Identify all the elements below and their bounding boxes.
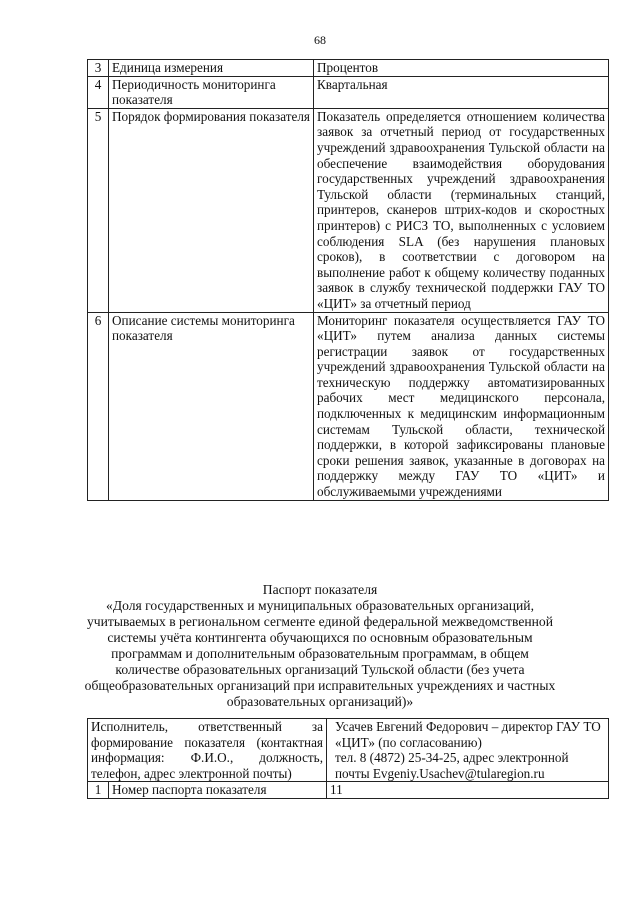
passport-subtitle: «Доля государственных и муниципальных образовательных организаций, учитываемых в региональном сегменте единой федеральной межведомственной системы учёта контингента обучающихся по основным образовательным программам и дополнительным образовательным программам, в общем количестве образовательных организаций Тульской области (без учета общеобразовательных организаций при исправительных учреждениях и частных образовательных организаций)» — [84, 598, 556, 709]
passport-heading — [80, 582, 560, 710]
row-number: 4 — [88, 76, 109, 108]
indicator-details-table — [87, 59, 609, 501]
row-number: 6 — [88, 312, 109, 500]
row-number: 5 — [88, 108, 109, 312]
row-number: 3 — [88, 60, 109, 77]
passport-title: Паспорт показателя — [262, 582, 378, 597]
table-row — [88, 108, 609, 312]
table-row — [88, 312, 609, 500]
row-number: 1 — [88, 782, 109, 799]
executor-contacts: тел. 8 (4872) 25-34-25, адрес электронной почты Evgeniy.Usachev@tularegion.ru — [335, 750, 569, 781]
row-value: Мониторинг показателя осуществляется ГАУ ТО «ЦИТ» путем анализа данных системы регистрации заявок от государственных учреждений здравоохранения Тульской области на техническую поддержку автоматизированных рабочих мест медицинского персонала, подключенных к медицинским информационным системам Тульской области, технической поддержки, в которой зафиксированы плановые сроки решения заявок, указанные в договорах на поддержку между ГАУ ТО «ЦИТ» и обслуживаемыми учреждениями — [314, 312, 609, 500]
table-row — [88, 782, 609, 799]
row-value: Процентов — [314, 60, 609, 77]
table-row — [88, 76, 609, 108]
executor-value — [327, 719, 609, 782]
row-label: Описание системы мониторинга показателя — [109, 312, 314, 500]
row-label: Единица измерения — [109, 60, 314, 77]
row-label: Номер паспорта показателя — [109, 782, 327, 799]
executor-label: Исполнитель, ответственный за формирование показателя (контактная информация: Ф.И.О., должность, телефон, адрес электронной почты) — [88, 719, 327, 782]
table-row — [88, 719, 609, 782]
row-label: Периодичность мониторинга показателя — [109, 76, 314, 108]
executor-name: Усачев Евгений Федорович – директор ГАУ ТО «ЦИТ» (по согласованию) — [335, 719, 601, 750]
row-value: 11 — [327, 782, 609, 799]
passport-table — [87, 718, 609, 799]
page-number: 68 — [314, 33, 326, 47]
table-row — [88, 60, 609, 77]
row-value: Квартальная — [314, 76, 609, 108]
row-value: Показатель определяется отношением количества заявок за отчетный период от государственных учреждений здравоохранения Тульской области на обеспечение взаимодействия оборудования государственных учреждений здравоохранения Тульской области (терминальных станций, принтеров, сканеров штрих-кодов и скоростных принтеров) с РИСЗ ТО, выполненных с условием соблюдения SLA (без нарушения плановых сроков), в соответствии с договором на выполнение работ к общему количеству поданных заявок в службу технической поддержки ГАУ ТО «ЦИТ» за отчетный период — [314, 108, 609, 312]
row-label: Порядок формирования показателя — [109, 108, 314, 312]
